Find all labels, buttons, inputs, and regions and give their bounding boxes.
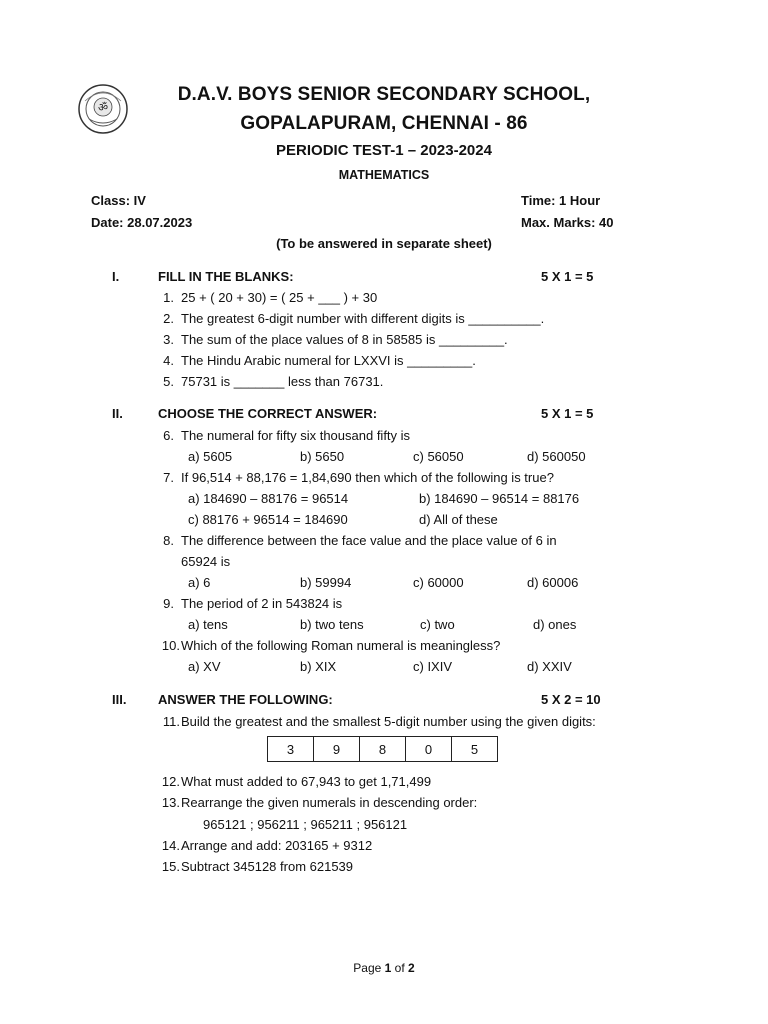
answer-option: c) 88176 + 96514 = 184690 bbox=[188, 512, 348, 527]
answer-option: c) 60000 bbox=[413, 575, 464, 590]
section-number: I. bbox=[112, 269, 120, 284]
answer-option: b) 59994 bbox=[300, 575, 352, 590]
question-text-continued: 65924 is bbox=[181, 554, 231, 569]
answer-option: d) XXIV bbox=[527, 659, 572, 674]
question-text: 75731 is _______ less than 76731. bbox=[181, 374, 384, 389]
question-number: 7. bbox=[163, 470, 174, 485]
test-title: PERIODIC TEST-1 – 2023-2024 bbox=[276, 142, 492, 159]
section-title: FILL IN THE BLANKS: bbox=[158, 269, 294, 284]
section-title: ANSWER THE FOLLOWING: bbox=[158, 692, 333, 707]
question-text: If 96,514 + 88,176 = 1,84,690 then which of the following is true? bbox=[181, 470, 554, 485]
question-number: 1. bbox=[163, 290, 174, 305]
answer-option: d) 560050 bbox=[527, 449, 586, 464]
section-marks: 5 X 2 = 10 bbox=[541, 692, 601, 707]
page-total: 2 bbox=[408, 961, 415, 975]
page-prefix: Page bbox=[353, 961, 385, 975]
answer-option: b) 184690 – 96514 = 88176 bbox=[419, 491, 580, 506]
question-text: The greatest 6-digit number with different digits is __________. bbox=[181, 311, 545, 326]
question-number: 10. bbox=[161, 638, 180, 653]
max-marks-label: Max. Marks: 40 bbox=[521, 215, 614, 230]
answer-option: a) 5605 bbox=[188, 449, 233, 464]
question-text: The difference between the face value and the place value of 6 in bbox=[181, 533, 557, 548]
answer-option: c) 56050 bbox=[413, 449, 464, 464]
question-number: 4. bbox=[163, 353, 174, 368]
question-number: 6. bbox=[163, 428, 174, 443]
digit-cell: 5 bbox=[452, 737, 498, 762]
answer-option: b) 5650 bbox=[300, 449, 345, 464]
answer-option: d) All of these bbox=[419, 512, 498, 527]
question-text: 25 + ( 20 + 30) = ( 25 + ___ ) + 30 bbox=[181, 290, 378, 305]
question-text: The numeral for fifty six thousand fifty is bbox=[181, 428, 411, 443]
answer-option: a) 184690 – 88176 = 96514 bbox=[188, 491, 349, 506]
question-number: 14. bbox=[161, 838, 180, 853]
question-number: 12. bbox=[161, 774, 180, 789]
question-text: Arrange and add: 203165 + 9312 bbox=[181, 838, 373, 853]
section-marks: 5 X 1 = 5 bbox=[541, 269, 594, 284]
page-footer bbox=[0, 961, 768, 975]
instruction-note: (To be answered in separate sheet) bbox=[276, 236, 492, 251]
question-text: What must added to 67,943 to get 1,71,499 bbox=[181, 774, 432, 789]
question-text: The period of 2 in 543824 is bbox=[181, 596, 343, 611]
section-number: II. bbox=[112, 406, 123, 421]
answer-option: c) IXIV bbox=[413, 659, 453, 674]
question-text: The sum of the place values of 8 in 58585 is _________. bbox=[181, 332, 508, 347]
section-marks: 5 X 1 = 5 bbox=[541, 406, 594, 421]
numerals-list: 965121 ; 956211 ; 965211 ; 956121 bbox=[203, 817, 408, 832]
question-text: Rearrange the given numerals in descending order: bbox=[181, 795, 478, 810]
digit-cell: 8 bbox=[360, 737, 406, 762]
answer-option: d) ones bbox=[533, 617, 577, 632]
question-text: The Hindu Arabic numeral for LXXVI is _________. bbox=[181, 353, 476, 368]
answer-option: a) tens bbox=[188, 617, 228, 632]
question-number: 13. bbox=[161, 795, 180, 810]
question-number: 11. bbox=[162, 714, 180, 729]
digit-cell: 9 bbox=[314, 737, 360, 762]
class-label: Class: IV bbox=[91, 193, 146, 208]
digit-cell: 0 bbox=[406, 737, 452, 762]
page-current: 1 bbox=[384, 961, 392, 975]
question-text: Subtract 345128 from 621539 bbox=[181, 859, 354, 874]
answer-option: a) 6 bbox=[188, 575, 211, 590]
section-number: III. bbox=[112, 692, 127, 707]
answer-option: c) two bbox=[420, 617, 455, 632]
question-number: 3. bbox=[163, 332, 174, 347]
school-name-line1: D.A.V. BOYS SENIOR SECONDARY SCHOOL, bbox=[177, 84, 591, 105]
question-number: 2. bbox=[163, 311, 174, 326]
time-label: Time: 1 Hour bbox=[521, 193, 601, 208]
question-text: Build the greatest and the smallest 5-digit number using the given digits: bbox=[181, 714, 596, 729]
answer-option: b) XIX bbox=[300, 659, 337, 674]
date-label: Date: 28.07.2023 bbox=[91, 215, 193, 230]
digit-cell: 3 bbox=[268, 737, 314, 762]
question-text: Which of the following Roman numeral is meaningless? bbox=[181, 638, 501, 653]
question-number: 5. bbox=[163, 374, 174, 389]
school-name-line2: GOPALAPURAM, CHENNAI - 86 bbox=[240, 113, 528, 134]
answer-option: d) 60006 bbox=[527, 575, 579, 590]
page-of: of bbox=[391, 961, 409, 975]
question-number: 9. bbox=[163, 596, 174, 611]
subject-title: MATHEMATICS bbox=[338, 168, 430, 182]
answer-option: a) XV bbox=[188, 659, 221, 674]
section-title: CHOOSE THE CORRECT ANSWER: bbox=[158, 406, 378, 421]
question-number: 8. bbox=[163, 533, 174, 548]
answer-option: b) two tens bbox=[300, 617, 364, 632]
svg-text:ॐ: ॐ bbox=[97, 101, 109, 114]
digits-table bbox=[267, 736, 498, 762]
question-number: 15. bbox=[161, 859, 180, 874]
